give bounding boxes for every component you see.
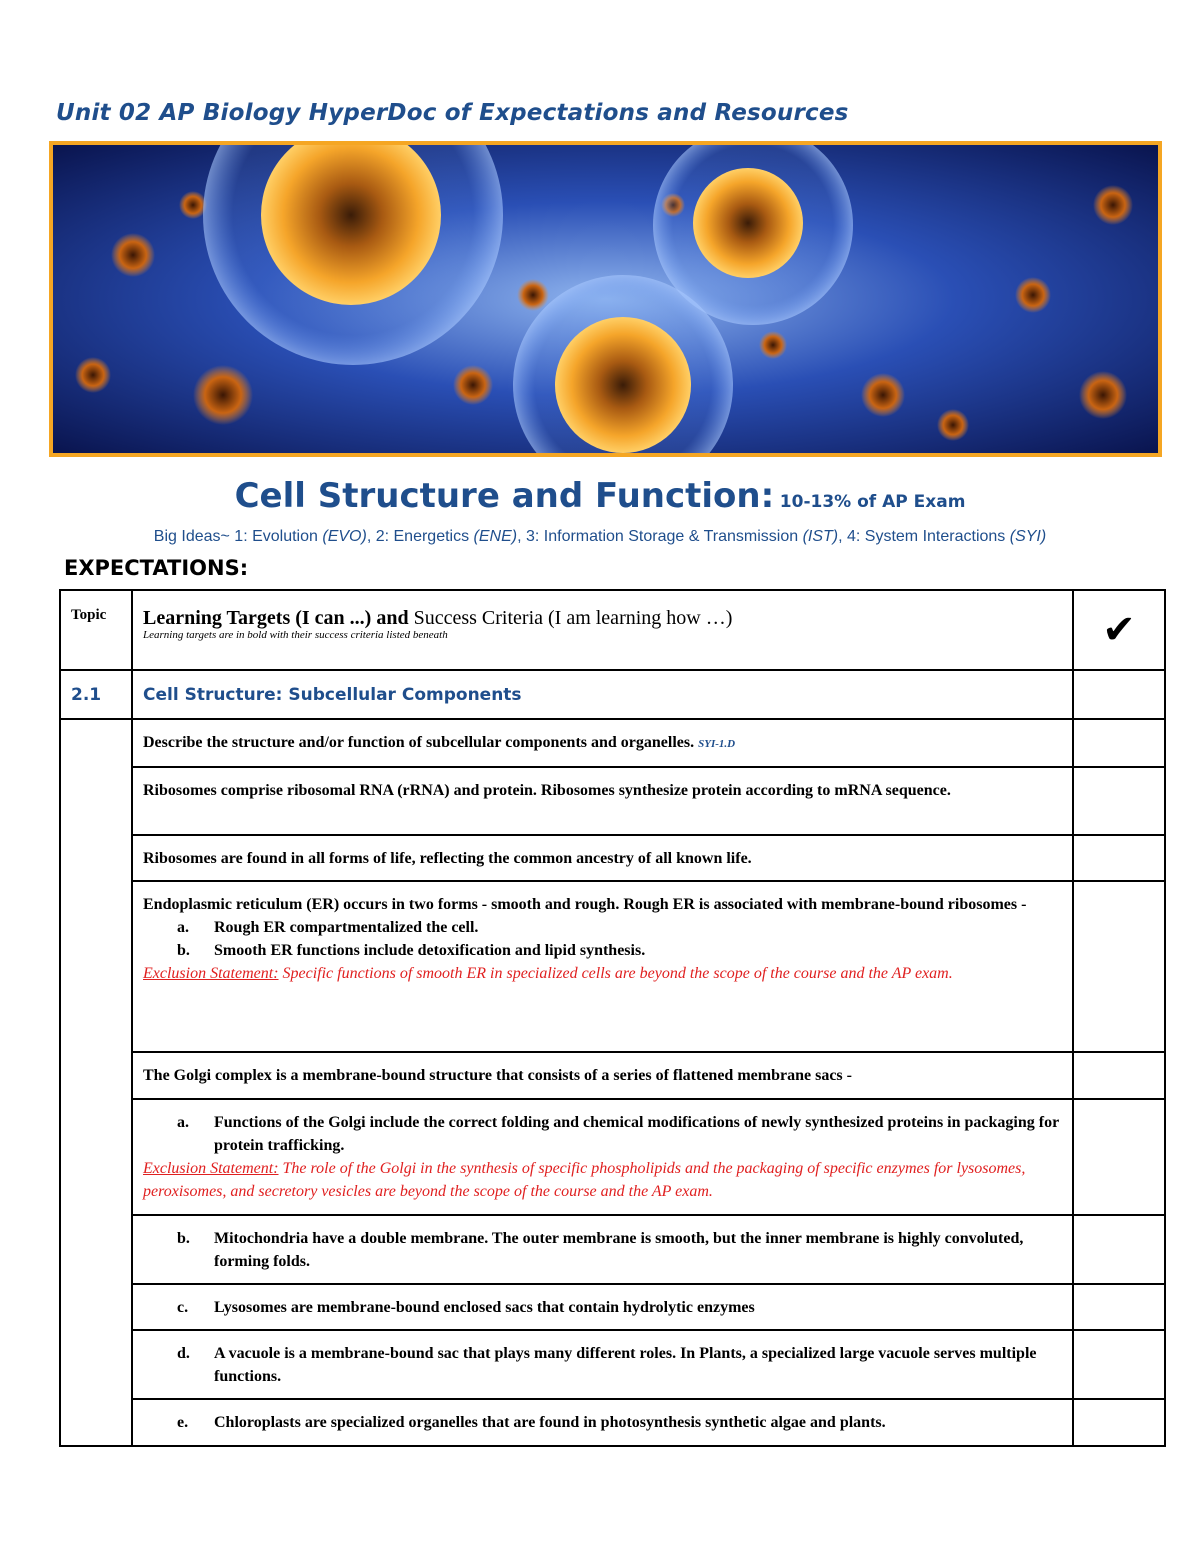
evo-code: (EVO) (322, 528, 367, 545)
topic-header: Topic (60, 590, 132, 670)
table-row (60, 1284, 1165, 1330)
exclusion-text: Specific functions of smooth ER in specialized cells are beyond the scope of the course and the AP exam. (278, 965, 953, 982)
check-cell[interactable] (1073, 670, 1165, 719)
exclusion-statement (143, 962, 1062, 985)
row-text: Chloroplasts are specialized organelles that are found in photosynthesis synthetic algae and plants. (214, 1414, 886, 1431)
list-marker: e. (177, 1414, 189, 1431)
check-cell[interactable] (1073, 1099, 1165, 1215)
check-cell[interactable] (1073, 881, 1165, 1052)
check-cell[interactable] (1073, 1284, 1165, 1330)
unit-title: Cell Structure and Function: (234, 476, 775, 516)
exclusion-label: Exclusion Statement: (143, 1160, 279, 1177)
criterion-ribosomes: Ribosomes comprise ribosomal RNA (rRNA) and protein. Ribosomes synthesize protein according to mRNA sequence. (132, 767, 1073, 835)
check-cell[interactable] (1073, 719, 1165, 767)
row-text: Mitochondria have a double membrane. The outer membrane is smooth, but the inner membrane is highly convoluted, forming folds. (214, 1230, 1024, 1270)
row-text: Smooth ER functions include detoxification and lipid synthesis. (214, 942, 646, 959)
check-cell[interactable] (1073, 835, 1165, 881)
topic-spacer (60, 719, 132, 1446)
criterion-mitochondria (132, 1215, 1073, 1284)
expectations-label: EXPECTATIONS: (64, 556, 249, 580)
row-text: Functions of the Golgi include the correct folding and chemical modifications of newly synthesized proteins in packaging for protein trafficking. (214, 1114, 1059, 1154)
row-text: Rough ER compartmentalized the cell. (214, 919, 479, 936)
row-text: Lysosomes are membrane-bound enclosed sacs that contain hydrolytic enzymes (214, 1299, 755, 1316)
list-marker: b. (177, 1230, 190, 1247)
table-row (60, 881, 1165, 1052)
list-marker: a. (177, 1114, 189, 1131)
check-cell[interactable] (1073, 1215, 1165, 1284)
table-row (60, 1330, 1165, 1399)
lt-normal: Success Criteria (I am learning how …) (408, 607, 733, 629)
list-item (143, 1227, 1062, 1273)
table-row (60, 767, 1165, 835)
criterion-vacuole (132, 1330, 1073, 1399)
check-cell[interactable] (1073, 1052, 1165, 1099)
table-header-row (60, 590, 1165, 670)
banner-image (49, 141, 1162, 457)
big-ideas-text: , 3: Information Storage & Transmission (517, 528, 803, 545)
list-item (143, 916, 1062, 939)
list-marker: d. (177, 1345, 190, 1362)
list-item (143, 1296, 1062, 1319)
lt-subtitle: Learning targets are in bold with their success criteria listed beneath (143, 629, 448, 641)
table-row (60, 835, 1165, 881)
check-cell[interactable] (1073, 1330, 1165, 1399)
ene-code: (ENE) (473, 528, 518, 545)
expectations-table (59, 589, 1166, 1447)
row-text: A vacuole is a membrane-bound sac that plays many different roles. In Plants, a specialized large vacuole serves multiple functions. (214, 1345, 1037, 1385)
criterion-ribosomes-life: Ribosomes are found in all forms of life, reflecting the common ancestry of all known life. (132, 835, 1073, 881)
cells-image (53, 145, 1158, 453)
document-title: Unit 02 AP Biology HyperDoc of Expectations and Resources (56, 100, 849, 126)
criterion-chloroplasts (132, 1399, 1073, 1446)
criterion-golgi: The Golgi complex is a membrane-bound structure that consists of a series of flattened membrane sacs - (132, 1052, 1073, 1099)
learning-targets-header (132, 590, 1073, 670)
big-ideas-line (0, 528, 1200, 546)
unit-heading (0, 476, 1200, 516)
row-text: Endoplasmic reticulum (ER) occurs in two forms - smooth and rough. Rough ER is associated with membrane-bound ribosomes - (143, 896, 1027, 913)
criterion-golgi-functions (132, 1099, 1073, 1215)
exam-weight: 10-13% of AP Exam (779, 492, 966, 512)
lt-bold: Learning Targets (I can ...) and (143, 607, 409, 629)
checkmark-icon: ✔ (1073, 590, 1165, 670)
exclusion-label: Exclusion Statement: (143, 965, 279, 982)
topic-title: Cell Structure: Subcellular Components (132, 670, 1073, 719)
check-cell[interactable] (1073, 1399, 1165, 1446)
ist-code: (IST) (802, 528, 839, 545)
row-text: Describe the structure and/or function of subcellular components and organelles. (143, 734, 699, 751)
list-item (143, 939, 1062, 962)
big-ideas-text: , 2: Energetics (366, 528, 474, 545)
criterion-er (132, 881, 1073, 1052)
table-row (60, 719, 1165, 767)
list-item (143, 1411, 1062, 1434)
check-cell[interactable] (1073, 767, 1165, 835)
list-marker: b. (177, 942, 190, 959)
criterion-lysosomes (132, 1284, 1073, 1330)
big-ideas-text: , 4: System Interactions (838, 528, 1010, 545)
table-row (60, 1215, 1165, 1284)
topic-number: 2.1 (60, 670, 132, 719)
list-item (143, 1342, 1062, 1388)
table-row (60, 1399, 1165, 1446)
table-row (60, 1052, 1165, 1099)
syi-code: (SYI) (1009, 528, 1047, 545)
list-item (143, 1111, 1062, 1157)
big-ideas-text: Big Ideas~ 1: Evolution (153, 528, 323, 545)
list-marker: a. (177, 919, 189, 936)
topic-row (60, 670, 1165, 719)
exclusion-statement (143, 1157, 1062, 1203)
exclusion-text: The role of the Golgi in the synthesis of specific phospholipids and the packaging of specific enzymes for lysosomes, peroxisomes, and secretory vesicles are beyond the scope of the course and the AP exam. (143, 1160, 1026, 1200)
learning-target-main (132, 719, 1073, 767)
syi-code-label: SYI-1.D (698, 738, 736, 750)
list-marker: c. (177, 1299, 189, 1316)
table-row (60, 1099, 1165, 1215)
